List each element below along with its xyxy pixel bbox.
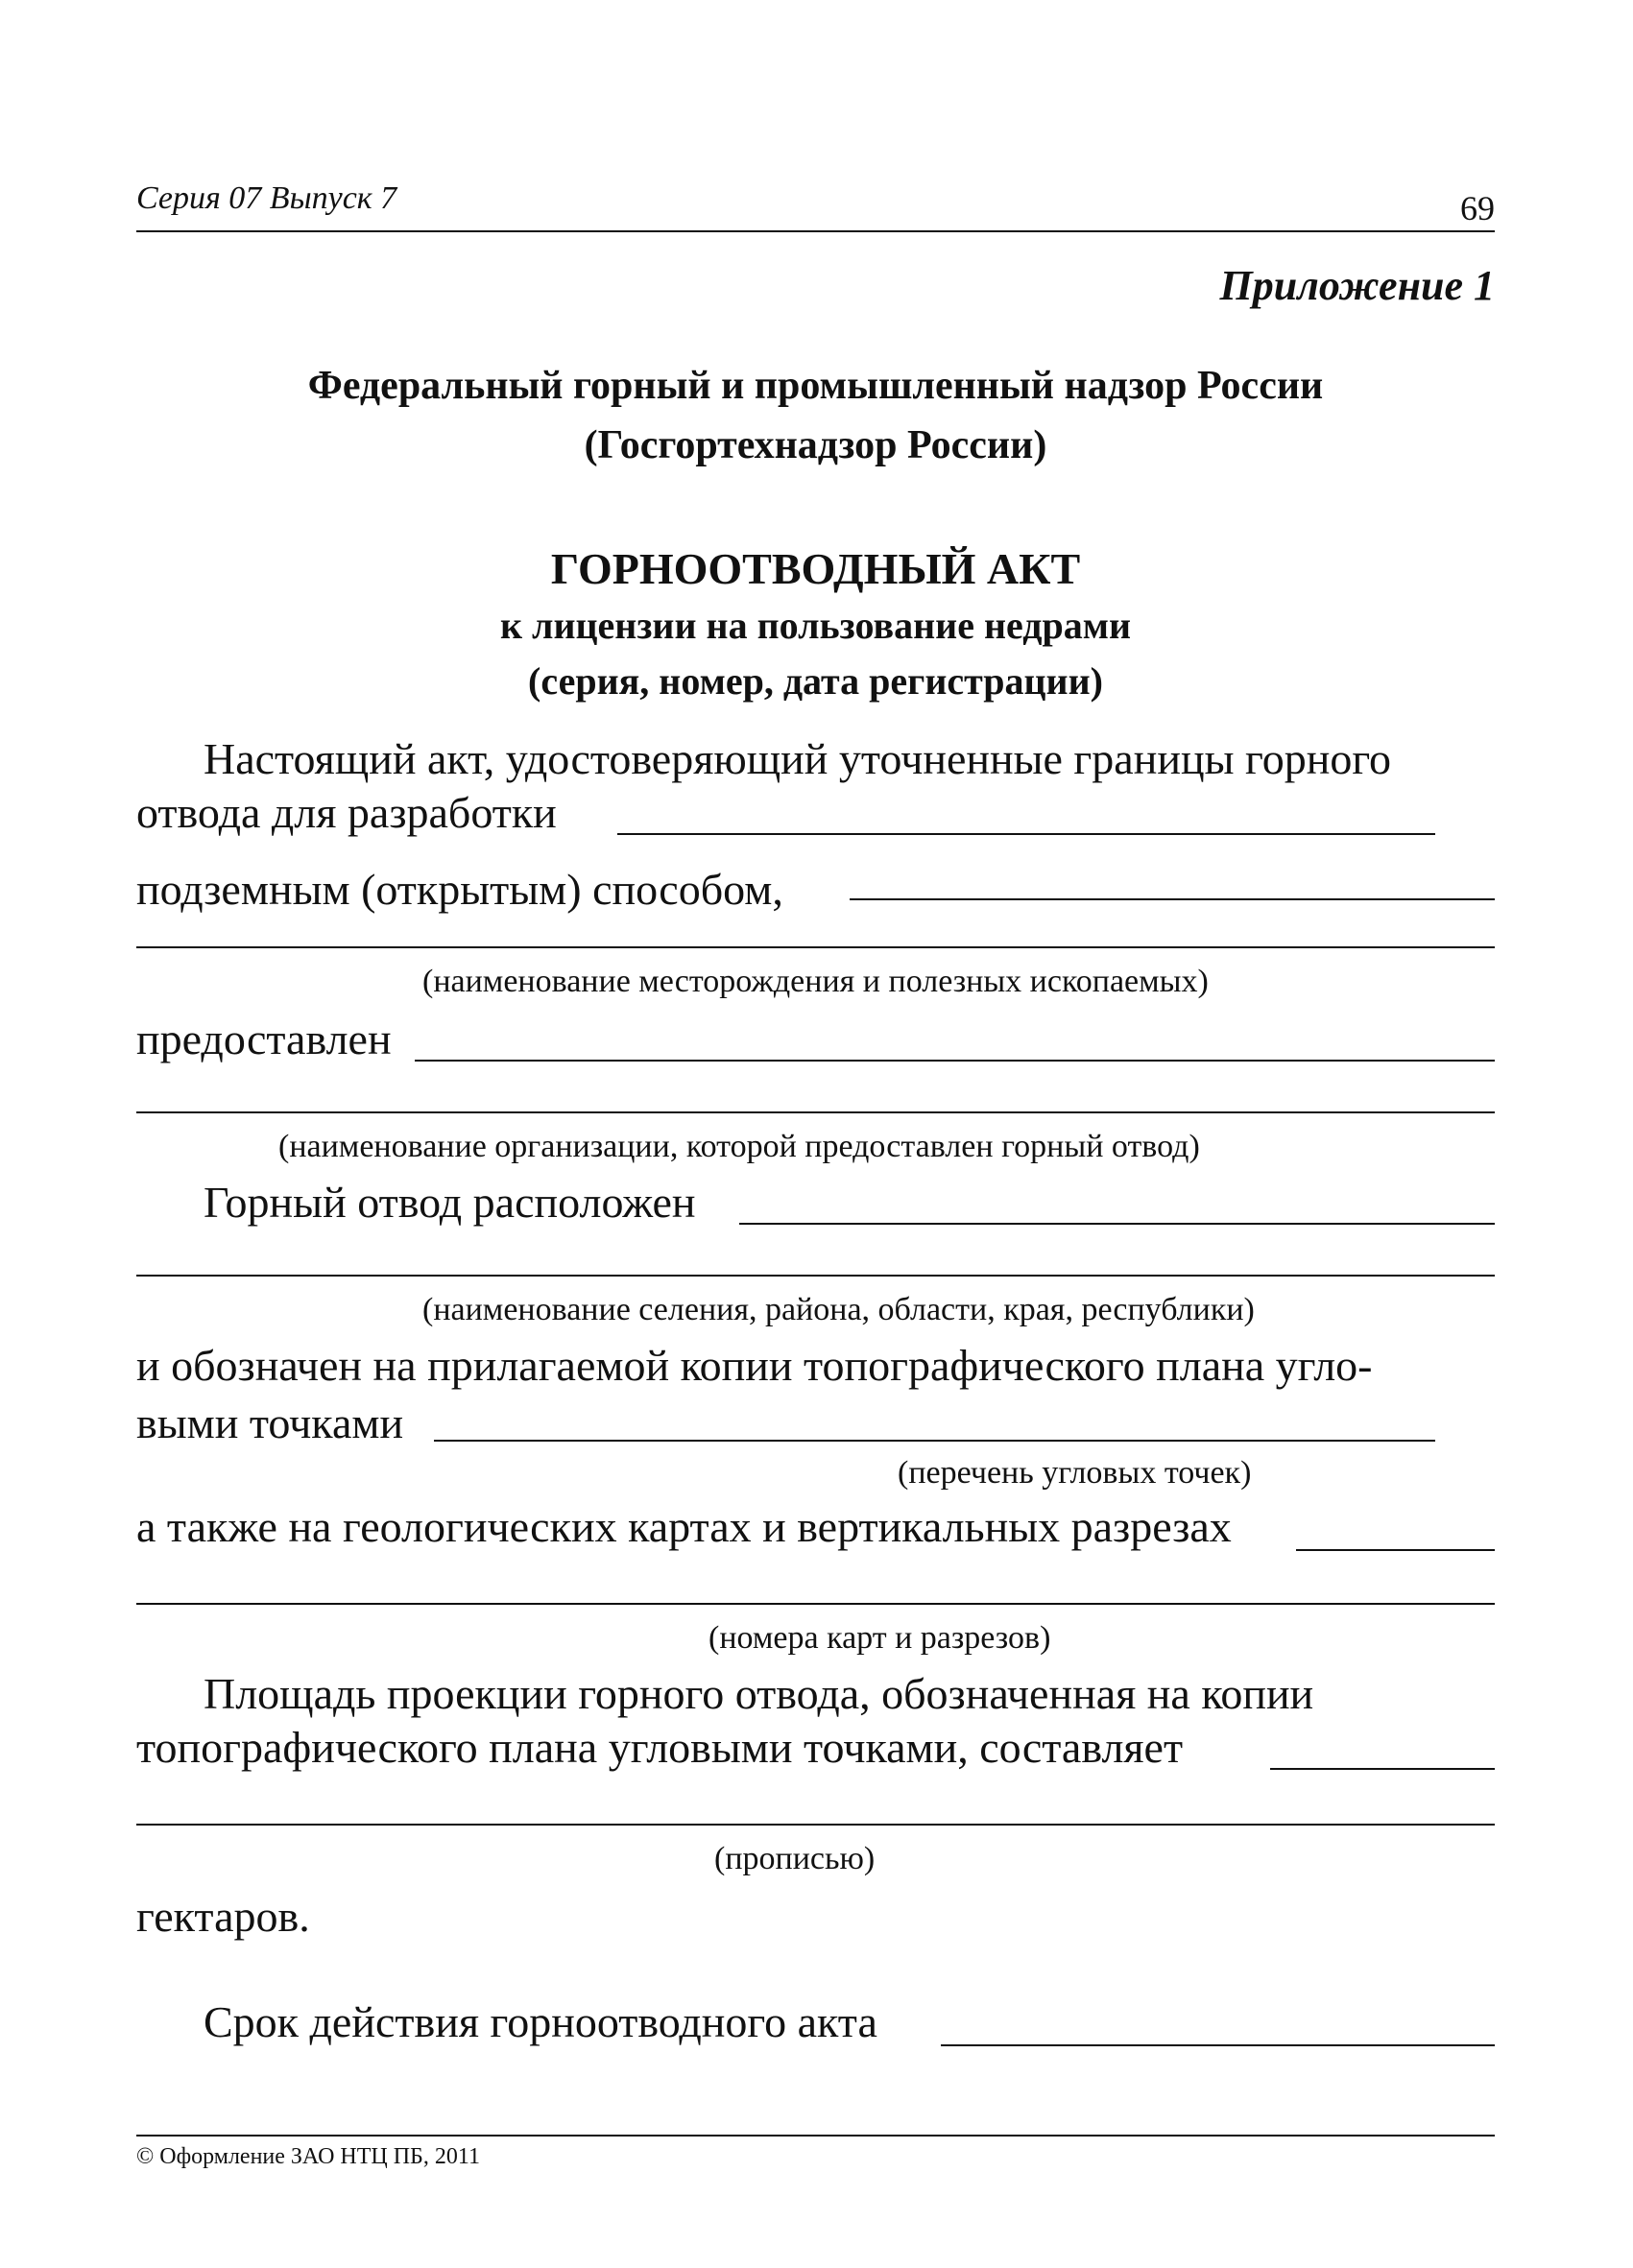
maps-blank-2 xyxy=(136,1603,1495,1605)
appendix-label: Приложение 1 xyxy=(1219,262,1495,309)
deposit-caption: (наименование месторождения и полезных ископаемых) xyxy=(422,964,1209,999)
provided-label: предоставлен xyxy=(136,1015,392,1063)
corner-points-caption: (перечень угловых точек) xyxy=(898,1455,1252,1491)
copyright-text: © Оформление ЗАО НТЦ ПБ, 2011 xyxy=(136,2144,480,2169)
intro-text-line1: Настоящий акт, удостоверяющий уточненные границы горного xyxy=(204,734,1392,783)
header-rule xyxy=(136,230,1495,232)
deposit-blank-3 xyxy=(136,946,1495,948)
validity-blank xyxy=(941,2044,1495,2046)
geology-text: а также на геологических картах и вертикальных разрезах xyxy=(136,1502,1232,1551)
maps-blank-1 xyxy=(1296,1549,1495,1551)
deposit-blank-2 xyxy=(850,898,1495,900)
document-subtitle: к лицензии на пользование недрами xyxy=(499,604,1132,647)
organization-caption: (наименование организации, которой предоставлен горный отвод) xyxy=(278,1129,1200,1164)
corner-points-blank xyxy=(434,1440,1435,1442)
area-blank-1 xyxy=(1270,1768,1495,1770)
area-caption: (прописью) xyxy=(714,1841,876,1876)
org-name: Федеральный горный и промышленный надзор России xyxy=(307,364,1324,408)
location-blank-1 xyxy=(739,1223,1495,1225)
marked-text-line2: выми точками xyxy=(136,1398,404,1447)
located-label: Горный отвод расположен xyxy=(204,1178,696,1227)
organization-blank-1 xyxy=(415,1060,1495,1062)
validity-label: Срок действия горноотводного акта xyxy=(204,1997,877,2046)
location-caption: (наименование селения, района, области, края, республики) xyxy=(422,1292,1255,1327)
org-short-name: (Госгортехнадзор России) xyxy=(584,423,1047,467)
deposit-blank-1 xyxy=(617,833,1435,835)
series-label: Серия 07 Выпуск 7 xyxy=(136,180,397,216)
area-blank-2 xyxy=(136,1824,1495,1826)
document-title: ГОРНООТВОДНЫЙ АКТ xyxy=(550,544,1081,593)
maps-caption: (номера карт и разрезов) xyxy=(708,1620,1051,1656)
marked-text-line1: и обозначен на прилагаемой копии топографического плана угло- xyxy=(136,1341,1373,1390)
page-number: 69 xyxy=(1460,189,1495,227)
document-subtitle-note: (серия, номер, дата регистрации) xyxy=(528,659,1103,703)
organization-blank-2 xyxy=(136,1111,1495,1113)
intro-text-line2: отвода для разработки xyxy=(136,788,557,837)
area-text-line2: топографического плана угловыми точками, составляет xyxy=(136,1723,1184,1772)
footer-rule xyxy=(136,2135,1495,2137)
intro-text-line3: подземным (открытым) способом, xyxy=(136,865,783,914)
hectares-label: гектаров. xyxy=(136,1892,310,1941)
location-blank-2 xyxy=(136,1275,1495,1277)
area-text-line1: Площадь проекции горного отвода, обозначенная на копии xyxy=(204,1669,1314,1718)
